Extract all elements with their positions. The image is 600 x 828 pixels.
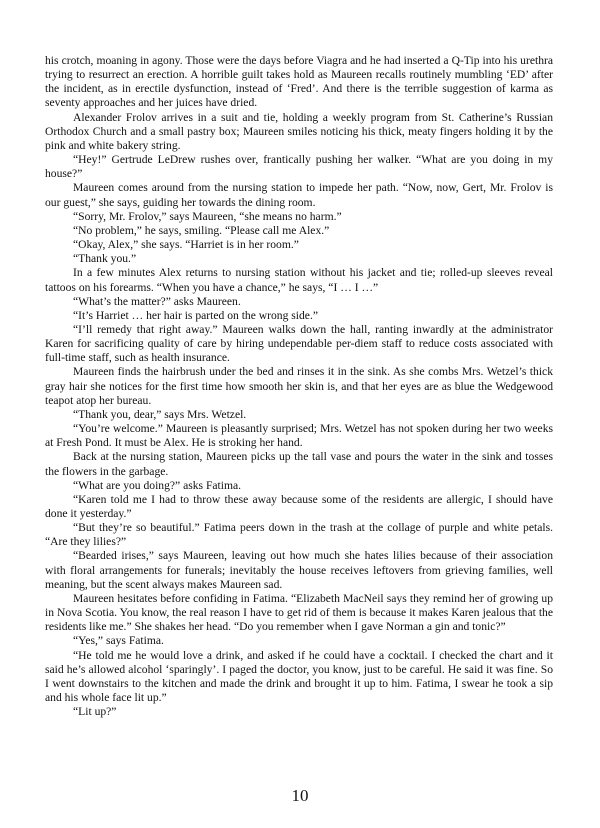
paragraph: In a few minutes Alex returns to nursing station without his jacket and tie; rolled-up sleeves reveal tattoos on his forearms. “When you have a chance,” he says, “I … I …” (45, 266, 553, 294)
page-number: 10 (291, 786, 309, 805)
paragraph: Maureen hesitates before confiding in Fatima. “Elizabeth MacNeil says they remind her of growing up in Nova Scotia. You know, the real reason I have to get rid of them is because it makes Karen jealous that the residents like me.” She shakes her head. “Do you remember when I gave Norman a gin and tonic?” (45, 591, 553, 634)
paragraph: “Thank you.” (73, 252, 137, 266)
paragraph: “Thank you, dear,” says Mrs. Wetzel. (73, 407, 247, 421)
paragraph: “Lit up?” (73, 705, 117, 719)
paragraph: “Okay, Alex,” she says. “Harriet is in her room.” (73, 238, 299, 252)
paragraph: “I’ll remedy that right away.” Maureen walks down the hall, ranting inwardly at the administrator Karen for sacrificing quality of care by hiring undependable per-diem staff to reduce costs associated with full-time staff, such as health insurance. (45, 322, 553, 365)
body-text (45, 54, 553, 719)
paragraph: his crotch, moaning in agony. Those were the days before Viagra and he had inserted a Q-Tip into his urethra trying to resurrect an erection. A horrible guilt takes hold as Maureen recalls routinely mumbling ‘ED’ after the incident, as in erectile dysfunction, instead of ‘Fred’. And there is the terrible suggestion of karma as seventy approaches and her juices have dried. (45, 54, 553, 110)
paragraph: “But they’re so beautiful.” Fatima peers down in the trash at the collage of purple and white petals. “Are they lilies?” (45, 521, 553, 549)
paragraph: Maureen comes around from the nursing station to impede her path. “Now, now, Gert, Mr. Frolov is our guest,” she says, guiding her towards the dining room. (45, 181, 553, 209)
paragraph: “Sorry, Mr. Frolov,” says Maureen, “she means no harm.” (73, 209, 342, 223)
paragraph: Alexander Frolov arrives in a suit and tie, holding a weekly program from St. Catherine’s Russian Orthodox Church and a small pastry box; Maureen smiles noticing his thick, meaty fingers holding it by the pink and white bakery string. (45, 110, 553, 152)
paragraph: “No problem,” he says, smiling. “Please call me Alex.” (73, 223, 330, 237)
paragraph: “Yes,” says Fatima. (73, 634, 164, 648)
paragraph: “Bearded irises,” says Maureen, leaving out how much she hates lilies because of their association with floral arrangements for funerals; inevitably the house receives leftovers from grieving families, well meaning, but the scent always makes Maureen sad. (45, 549, 553, 591)
paragraph: “What’s the matter?” asks Maureen. (73, 294, 241, 308)
paragraph: “Karen told me I had to throw these away because some of the residents are allergic, I should have done it yesterday.” (45, 492, 553, 520)
paragraph: “It’s Harriet … her hair is parted on the wrong side.” (73, 308, 318, 322)
paragraph: Back at the nursing station, Maureen picks up the tall vase and pours the water in the sink and tosses the flowers in the garbage. (45, 450, 553, 478)
paragraph: “Hey!” Gertrude LeDrew rushes over, frantically pushing her walker. “What are you doing in my house?” (45, 153, 553, 181)
paragraph: “He told me he would love a drink, and asked if he could have a cocktail. I checked the chart and it said he’s allowed alcohol ‘sparingly’. I paged the doctor, you know, just to be careful. He said it was fine. So I went downstairs to the kitchen and made the drink and brought it up to him. Fatima, I swear he took a sip and his whole face lit up.” (45, 648, 553, 705)
paragraph: “You’re welcome.” Maureen is pleasantly surprised; Mrs. Wetzel has not spoken during her two weeks at Fresh Pond. It must be Alex. He is stroking her hand. (45, 422, 553, 450)
paragraph: Maureen finds the hairbrush under the bed and rinses it in the sink. As she combs Mrs. Wetzel’s thick gray hair she notices for the first time how smooth her skin is, and that her eyes are as blue the Wedgewood teapot atop her bureau. (45, 365, 553, 407)
paragraph: “What are you doing?” asks Fatima. (73, 478, 242, 492)
